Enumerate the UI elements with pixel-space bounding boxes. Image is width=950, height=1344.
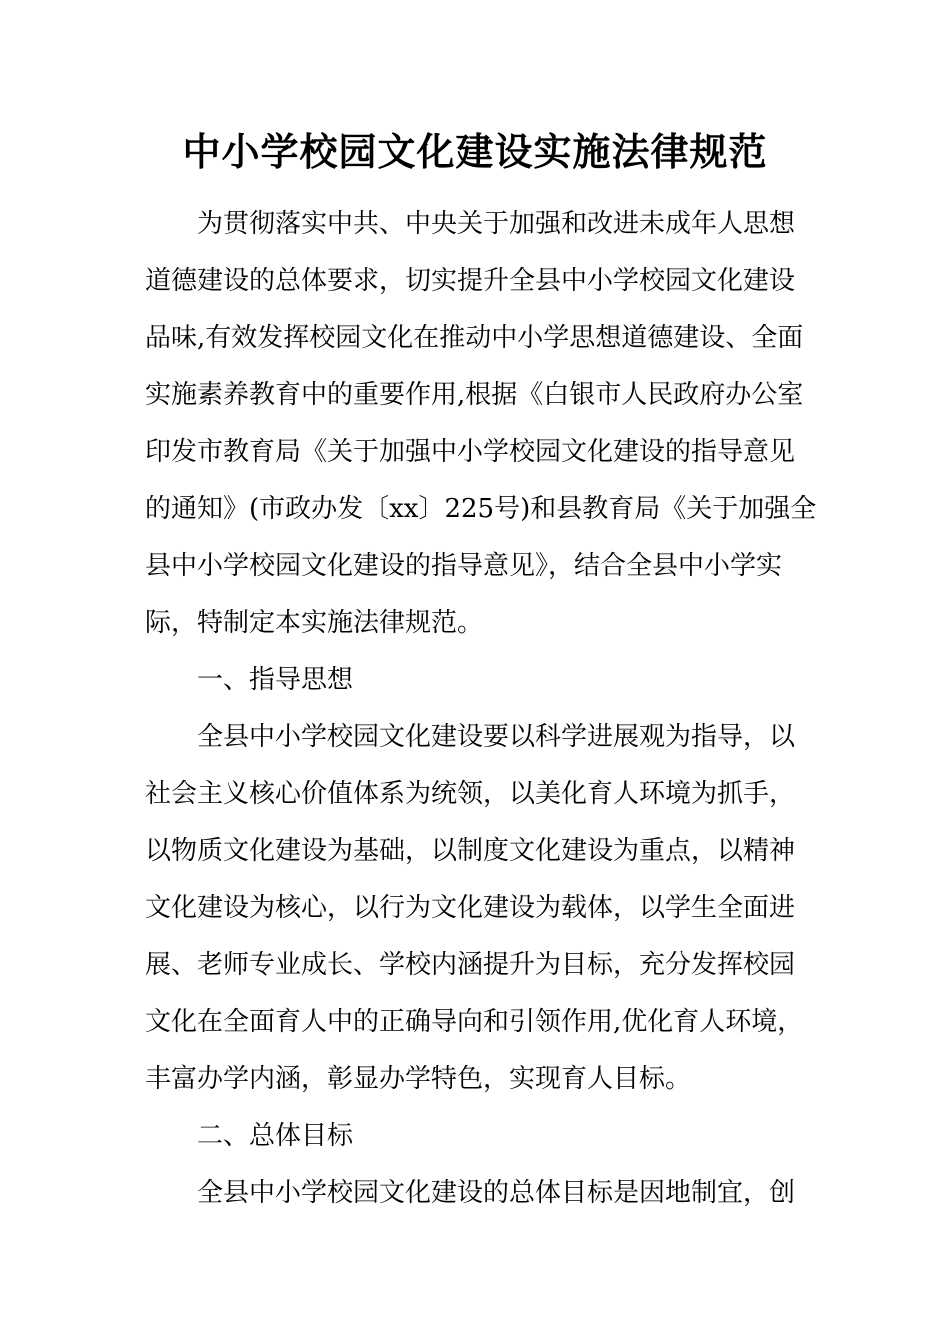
- text-line: 文化建设为核心，以行为文化建设为载体，以学生全面进: [145, 893, 796, 923]
- text-line: 文化在全面育人中的正确导向和引领作用,优化育人环境，: [145, 1007, 804, 1037]
- text-line: 印发市教育局《关于加强中小学校园文化建设的指导意见: [145, 437, 796, 467]
- text-line: 以物质文化建设为基础，以制度文化建设为重点，以精神: [145, 836, 796, 866]
- text-line: 品味,有效发挥校园文化在推动中小学思想道德建设、全面: [145, 323, 804, 353]
- document-title: 中小学校园文化建设实施法律规范: [182, 129, 768, 174]
- text-line: 丰富办学内涵，彰显办学特色，实现育人目标。: [145, 1064, 692, 1094]
- text-line: 际，特制定本实施法律规范。: [145, 608, 484, 638]
- section-heading: 二、总体目标: [197, 1121, 354, 1151]
- text-line: 县中小学校园文化建设的指导意见》，结合全县中小学实: [145, 551, 783, 581]
- text-line: 全县中小学校园文化建设要以科学进展观为指导，以: [197, 722, 796, 752]
- text-line: 全县中小学校园文化建设的总体目标是因地制宜，创: [197, 1178, 796, 1208]
- text-line: 为贯彻落实中共、中央关于加强和改进未成年人思想: [197, 209, 796, 239]
- text-line: 展、老师专业成长、学校内涵提升为目标，充分发挥校园: [145, 950, 796, 980]
- text-line: 道德建设的总体要求，切实提升全县中小学校园文化建设: [145, 266, 796, 296]
- text-line: 实施素养教育中的重要作用,根据《白银市人民政府办公室: [145, 380, 804, 410]
- text-line: 的通知》(市政办发〔xx〕225号)和县教育局《关于加强全: [145, 494, 817, 524]
- section-heading: 一、指导思想: [197, 665, 354, 695]
- text-line: 社会主义核心价值体系为统领，以美化育人环境为抓手，: [145, 779, 796, 809]
